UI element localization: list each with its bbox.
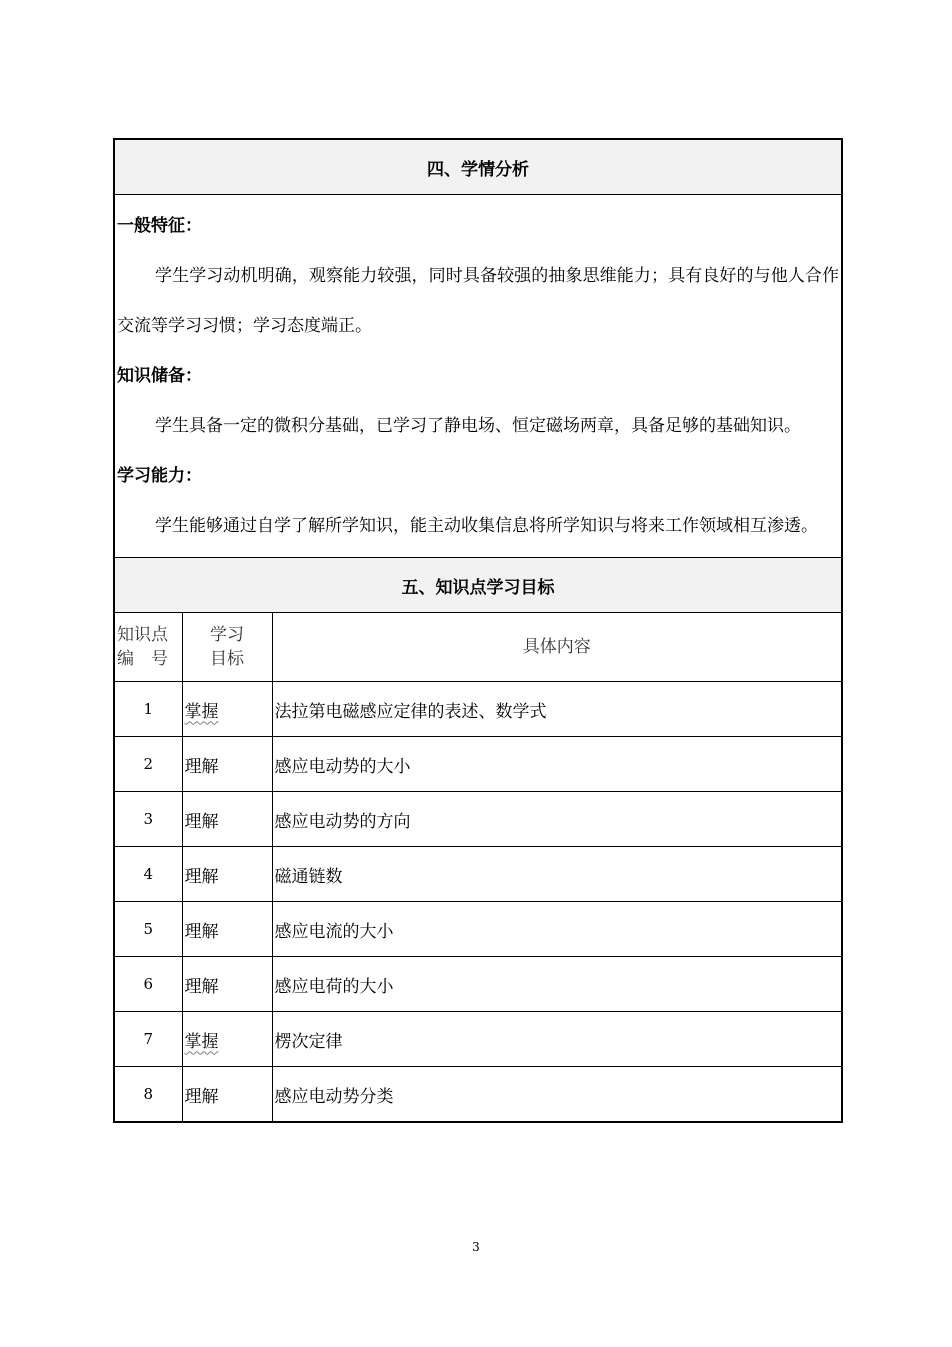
column-header-goal-line1: 学习 (210, 625, 244, 645)
row-number: 1 (114, 682, 182, 737)
learning-ability-label: 学习能力： (117, 466, 202, 486)
table-row (114, 847, 842, 902)
row-content: 楞次定律 (272, 1012, 842, 1067)
section-4-heading: 四、学情分析 (114, 139, 842, 195)
row-goal: 理解 (182, 792, 272, 847)
column-header-number-line1: 知识点 (117, 625, 168, 645)
row-goal-text: 掌握 (184, 701, 219, 722)
table-row (114, 1012, 842, 1067)
document-table (113, 138, 843, 1123)
row-number: 4 (114, 847, 182, 902)
table-row (114, 792, 842, 847)
column-header-goal-line2: 目标 (210, 649, 244, 669)
section-5-heading: 五、知识点学习目标 (114, 558, 842, 613)
general-traits-text: 学生学习动机明确，观察能力较强，同时具备较强的抽象思维能力；具有良好的与他人合作交流等学习习惯；学习态度端正。 (117, 266, 840, 336)
row-content: 感应电荷的大小 (272, 957, 842, 1012)
row-number: 7 (114, 1012, 182, 1067)
table-row (114, 902, 842, 957)
column-header-row (114, 613, 842, 682)
table-row (114, 1067, 842, 1123)
knowledge-reserve-label: 知识储备： (117, 366, 202, 386)
row-goal: 理解 (182, 737, 272, 792)
knowledge-reserve-text: 学生具备一定的微积分基础，已学习了静电场、恒定磁场两章，具备足够的基础知识。 (155, 416, 801, 436)
general-traits-label: 一般特征： (117, 216, 202, 236)
row-content: 感应电动势的大小 (272, 737, 842, 792)
row-number: 8 (114, 1067, 182, 1123)
row-number: 6 (114, 957, 182, 1012)
row-number: 5 (114, 902, 182, 957)
table-row (114, 682, 842, 737)
column-header-number (114, 613, 182, 682)
row-goal: 理解 (182, 847, 272, 902)
table-row (114, 957, 842, 1012)
column-header-content: 具体内容 (272, 613, 842, 682)
page-number: 3 (472, 1240, 480, 1254)
learning-ability-text: 学生能够通过自学了解所学知识，能主动收集信息将所学知识与将来工作领域相互渗透。 (155, 516, 818, 536)
row-content: 感应电动势分类 (272, 1067, 842, 1123)
row-goal: 理解 (182, 957, 272, 1012)
row-content: 磁通链数 (272, 847, 842, 902)
learner-analysis-body (114, 195, 842, 558)
row-content: 法拉第电磁感应定律的表述、数学式 (272, 682, 842, 737)
row-goal-text: 掌握 (184, 1031, 219, 1052)
table-row (114, 737, 842, 792)
row-content: 感应电动势的方向 (272, 792, 842, 847)
row-goal (182, 1012, 272, 1067)
column-header-number-line2: 编 号 (117, 649, 168, 669)
row-goal: 理解 (182, 1067, 272, 1123)
row-goal (182, 682, 272, 737)
column-header-goal (182, 613, 272, 682)
row-number: 3 (114, 792, 182, 847)
row-number: 2 (114, 737, 182, 792)
row-goal: 理解 (182, 902, 272, 957)
row-content: 感应电流的大小 (272, 902, 842, 957)
